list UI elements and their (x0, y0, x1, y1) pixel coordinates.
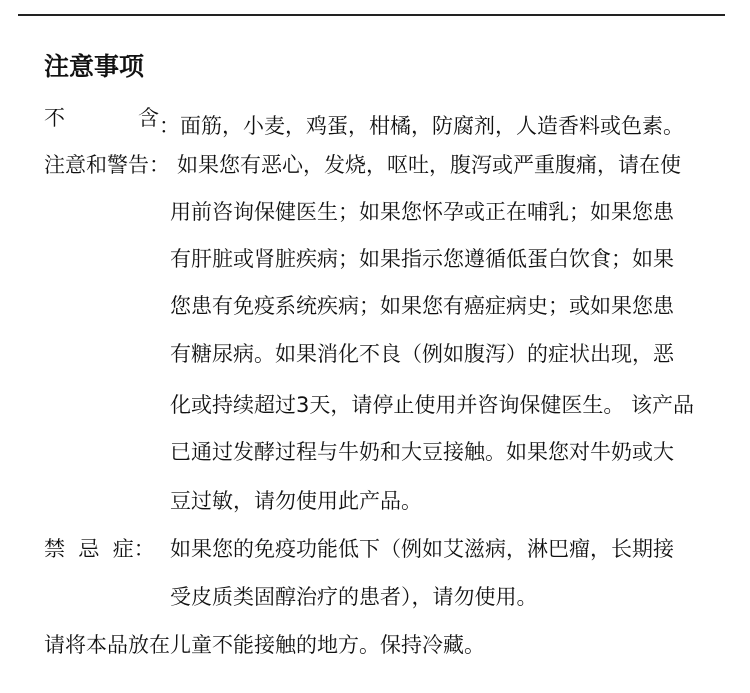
warnings-line: 如果您有恶心，发烧，呕吐，腹泻或严重腹痛，请在使 (177, 153, 681, 177)
warnings-line: 您患有免疫系统疾病；如果您有癌症病史；或如果您患 (170, 294, 674, 318)
warnings-label: 注意和警告： (44, 153, 170, 177)
warnings-line: 豆过敏，请勿使用此产品。 (170, 489, 422, 513)
top-divider (18, 14, 725, 16)
warnings-line: 有肝脏或肾脏疾病；如果指示您遵循低蛋白饮食；如果 (170, 247, 674, 271)
storage-text: 请将本品放在儿童不能接触的地方。保持冷藏。 (44, 633, 485, 657)
ingredients-label-char2: 含 (138, 106, 159, 130)
contraindications-line: 如果您的免疫功能低下（例如艾滋病，淋巴瘤，长期接 (170, 537, 674, 561)
ingredients-label-char1: 不 (44, 106, 65, 130)
warnings-line: 化或持续超过3天，请停止使用并咨询保健医生。 该产品 (170, 393, 695, 417)
warnings-line: 有糖尿病。如果消化不良（例如腹泻）的症状出现，恶 (170, 342, 674, 366)
warnings-line: 用前咨询保健医生；如果您怀孕或正在哺乳；如果您患 (170, 200, 674, 224)
contraindications-line: 受皮质类固醇治疗的患者），请勿使用。 (170, 585, 538, 609)
section-title: 注意事项 (44, 52, 145, 81)
ingredients-colon: ： (159, 114, 180, 138)
ingredients-label (44, 103, 159, 133)
ingredients-row (44, 103, 684, 141)
warnings-line: 已通过发酵过程与牛奶和大豆接触。如果您对牛奶或大 (170, 440, 674, 464)
ingredients-text: 面筋，小麦，鸡蛋，柑橘，防腐剂，人造香料或色素。 (180, 114, 684, 138)
contraindications-label: 禁 忌 症： (44, 537, 155, 561)
